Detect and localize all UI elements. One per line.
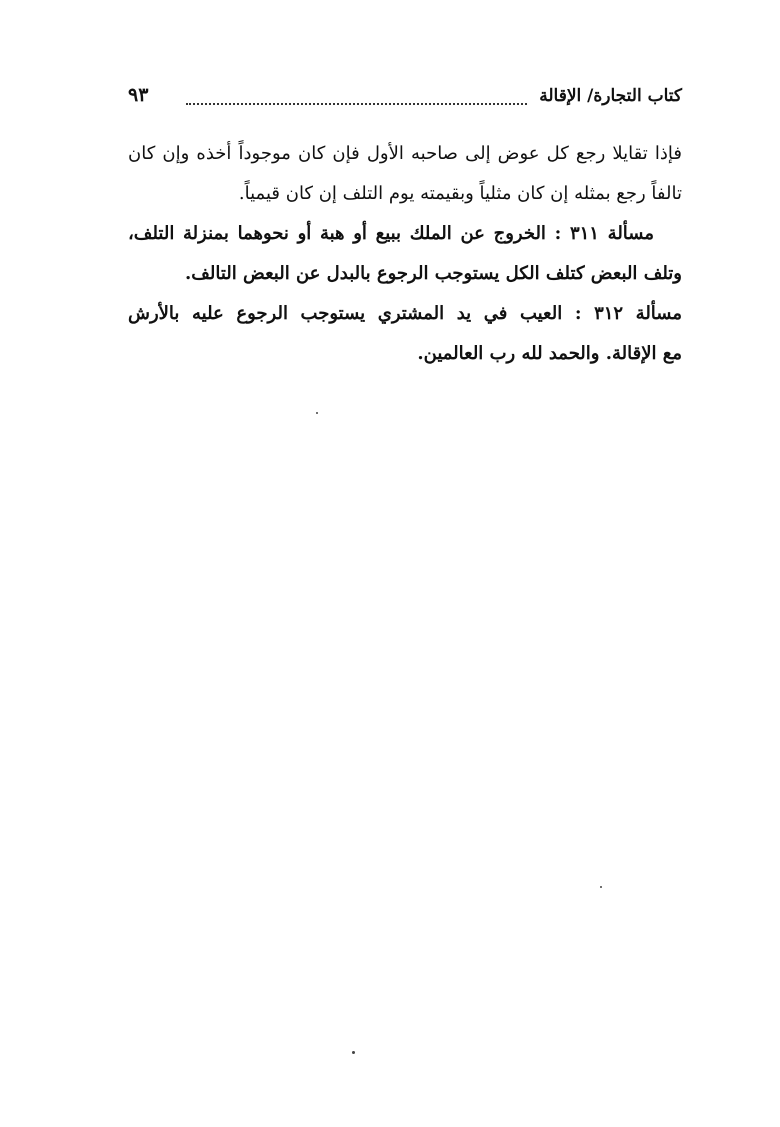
paragraph-1	[128, 134, 682, 214]
issue-311-line-2: وتلف البعض كتلف الكل يستوجب الرجوع بالبدل عن البعض التالف.	[185, 263, 682, 284]
paragraph-1-line-1: فإذا تقايلا رجع كل عوض إلى صاحبه الأول فإن كان موجوداً أخذه وإن كان	[128, 143, 682, 164]
issue-312-line-1	[128, 294, 682, 334]
scan-speck	[352, 1051, 355, 1054]
issue-312-line-2: مع الإقالة. والحمد لله رب العالمين.	[417, 343, 682, 364]
dotted-leader	[186, 91, 527, 105]
issue-311-label: مسألة ٣١١ :	[554, 223, 654, 244]
body-text	[128, 134, 682, 374]
page-header	[128, 84, 682, 118]
issue-311-line-1	[128, 214, 682, 254]
issue-312-text-1: العيب في يد المشتري يستوجب الرجوع عليه بالأرش	[128, 303, 563, 324]
scan-speck	[600, 886, 602, 888]
paragraph-1-line-2: تالفاً رجع بمثله إن كان مثلياً وبقيمته يوم التلف إن كان قيمياً.	[238, 183, 682, 204]
running-title: كتاب التجارة/ الإقالة	[539, 86, 682, 106]
page-number: ٩٣	[128, 84, 149, 106]
paragraph-issue-312	[128, 294, 682, 374]
issue-311-text-1: الخروج عن الملك ببيع أو هبة أو نحوهما بمنزلة التلف،	[128, 223, 546, 244]
paragraph-issue-311	[128, 214, 682, 294]
scan-speck	[316, 412, 318, 414]
issue-312-label: مسألة ٣١٢ :	[574, 303, 682, 324]
